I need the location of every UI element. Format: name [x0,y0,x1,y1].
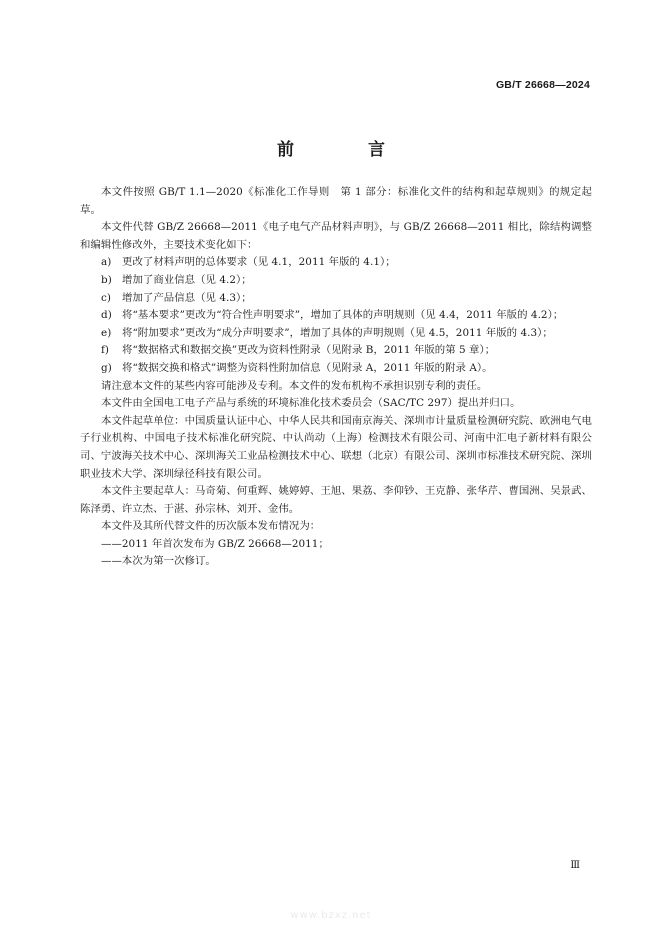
list-item [80,342,592,360]
replacement-paragraph: 本文件代替 GB/Z 26668—2011《电子电气产品材料声明》，与 GB/Z 26668—2011 相比，除结构调整和编辑性修改外，主要技术变化如下： [80,221,592,251]
committee-paragraph: 本文件由全国电工电子产品与系统的环境标准化技术委员会（SAC/TC 297）提出并归口。 [101,397,521,410]
list-item-text: 将“附加要求”更改为“成分声明要求”，增加了具体的声明规则（见 4.5，2011 年版的 4.3）； [122,326,553,339]
changes-list [80,254,592,377]
history-intro: 本文件及其所代替文件的历次版本发布情况为： [101,520,321,533]
page-number: Ⅲ [570,860,580,871]
drafters-paragraph: 本文件主要起草人：马奇菊、何重辉、姚婷婷、王旭、果荔、李仰钞、王克静、张华芹、曹国洲、吴景武、陈泽勇、许立杰、于湛、孙宗林、刘开、金伟。 [80,485,592,515]
history-item: ——2011 年首次发布为 GB/Z 26668—2011； [101,537,329,550]
foreword-body [80,184,592,571]
list-item-label: f) [101,344,109,357]
list-item-text: 将“基本要求”更改为“符合性声明要求”，增加了具体的声明规则（见 4.4，2011 年版的 4.2）； [122,309,564,322]
list-item-text: 增加了商业信息（见 4.2）； [122,273,252,286]
standard-code: GB/T 26668—2024 [495,79,590,91]
list-item-text: 将“数据格式和数据交换”更改为资料性附录（见附录 B，2011 年版的第 5 章）； [122,344,496,357]
list-item [80,290,592,308]
list-item-label: d) [101,309,112,322]
list-item-label: c) [101,291,111,304]
drafting-units-paragraph: 本文件起草单位：中国质量认证中心、中华人民共和国南京海关、深圳市计量质量检测研究院、欧洲电气电子行业机构、中国电子技术标准化研究院、中认尚动（上海）检测技术有限公司、河南中汇电子新材料有限公司、宁波海关技术中心、深圳海关工业品检测技术中心、联想（北京）有限公司、深圳市标准技术研究院、深圳职业技术大学、深圳绿径科技有限公司。 [80,414,592,480]
list-item [80,254,592,272]
list-item-label: e) [101,326,112,339]
list-item-text: 更改了材料声明的总体要求（见 4.1，2011 年版的 4.1）； [122,256,396,269]
list-item-label: a) [101,256,112,269]
list-item [80,272,592,290]
list-item [80,360,592,378]
list-item-text: 将“数据交换和格式”调整为资料性附加信息（见附录 A，2011 年版的附录 A）。 [122,361,493,374]
scope-paragraph: 本文件按照 GB/T 1.1—2020《标准化工作导则 第 1 部分：标准化文件的结构和起草规则》的规定起草。 [80,186,592,216]
list-item-text: 增加了产品信息（见 4.3）； [122,291,252,304]
list-item [80,325,592,343]
patent-notice: 请注意本文件的某些内容可能涉及专利。本文件的发布机构不承担识别专利的责任。 [101,379,488,392]
history-item: ——本次为第一次修订。 [101,555,216,568]
watermark: www.bzxz.net [290,910,372,921]
page-title: 前 言 [277,140,419,160]
list-item-label: b) [101,273,112,286]
list-item [80,307,592,325]
list-item-label: g) [101,361,112,374]
